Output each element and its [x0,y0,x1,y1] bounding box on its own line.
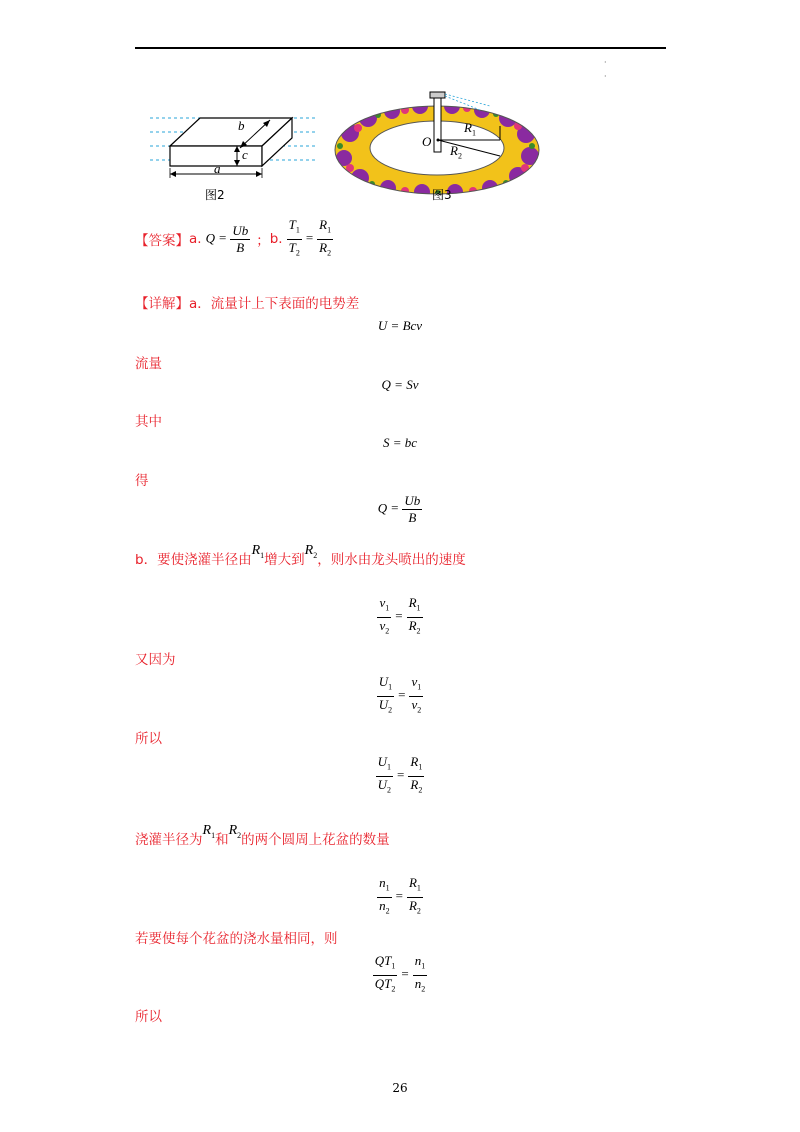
answer-a-formula: Q = $\frac{Ub}{B}$ [205,222,249,255]
c-intro-line [135,823,390,848]
answer-b-prefix: b. [269,231,283,248]
equation-4: Q = $\frac{Ub}{B}$ [377,493,421,525]
text-if: 若要使每个花盆的浇水量相同，则 [135,931,338,947]
text-flow: 流量 [135,356,162,372]
text-where: 其中 [135,414,162,430]
fig3-caption: 图3 [432,188,452,202]
text-get: 得 [135,473,149,489]
equation-1: U = Bcv [377,318,423,333]
answer-line [135,218,333,260]
symbol-r2: $R_2$ [228,823,242,840]
b-intro-text-2: 增大到 [264,552,305,568]
solution-intro: 【详解】a．流量计上下表面的电势差 [135,296,360,312]
equation-6: $\frac{U_1}{U_2}$ = $\frac{v_1}{v_2}$ [378,674,422,715]
text-because: 又因为 [135,652,176,668]
answer-b-formula: $\frac{T_1}{T_2}$ = $\frac{R_1}{R_2}$ [288,217,332,258]
b-intro-line [135,543,466,568]
symbol-r2: $R_2$ [304,543,318,560]
answer-bracket: 【答案】 [135,233,189,250]
equation-5: $\frac{v_1}{v_2}$ = $\frac{R_1}{R_2}$ [379,595,421,636]
answer-separator: ； [256,233,270,250]
header-dot: · [604,72,607,81]
symbol-r1: $R_1$ [202,823,216,840]
equation-7: $\frac{U_1}{U_2}$ = $\frac{R_1}{R_2}$ [377,754,423,795]
c-intro-text-2: 和 [215,832,229,848]
figure-2-slab [145,108,320,186]
fig2-label-b: b [238,118,245,133]
c-intro-text-1: 浇灌半径为 [135,832,203,848]
b-intro-text-1: b．要使浇灌半径由 [135,552,252,568]
text-so-1: 所以 [135,731,162,747]
equation-3: S = bc [382,435,418,450]
text-so-2: 所以 [135,1009,162,1025]
c-intro-text-3: 的两个圆周上花盆的数量 [241,832,390,848]
fig3-label-r2: $R_2$ [450,143,462,161]
header-dot: · [604,58,607,67]
equation-2: Q = Sv [381,377,419,392]
page-number: 26 [392,1081,408,1095]
header-rule [135,47,666,49]
answer-a-prefix: a. [189,231,202,248]
fig2-label-c: c [242,147,248,162]
symbol-r1: $R_1$ [251,543,265,560]
figure-3-flower-ring [330,88,545,198]
fig3-label-o: O [422,134,432,149]
fig2-label-a: a [214,161,221,176]
fig2-caption: 图2 [205,188,225,202]
equation-8: $\frac{n_1}{n_2}$ = $\frac{R_1}{R_2}$ [379,875,421,916]
b-intro-text-3: ，则水由龙头喷出的速度 [317,552,466,568]
equation-9: $\frac{QT_1}{QT_2}$ = $\frac{n_1}{n_2}$ [374,953,426,994]
fig3-label-r1: $R_1$ [464,120,476,138]
